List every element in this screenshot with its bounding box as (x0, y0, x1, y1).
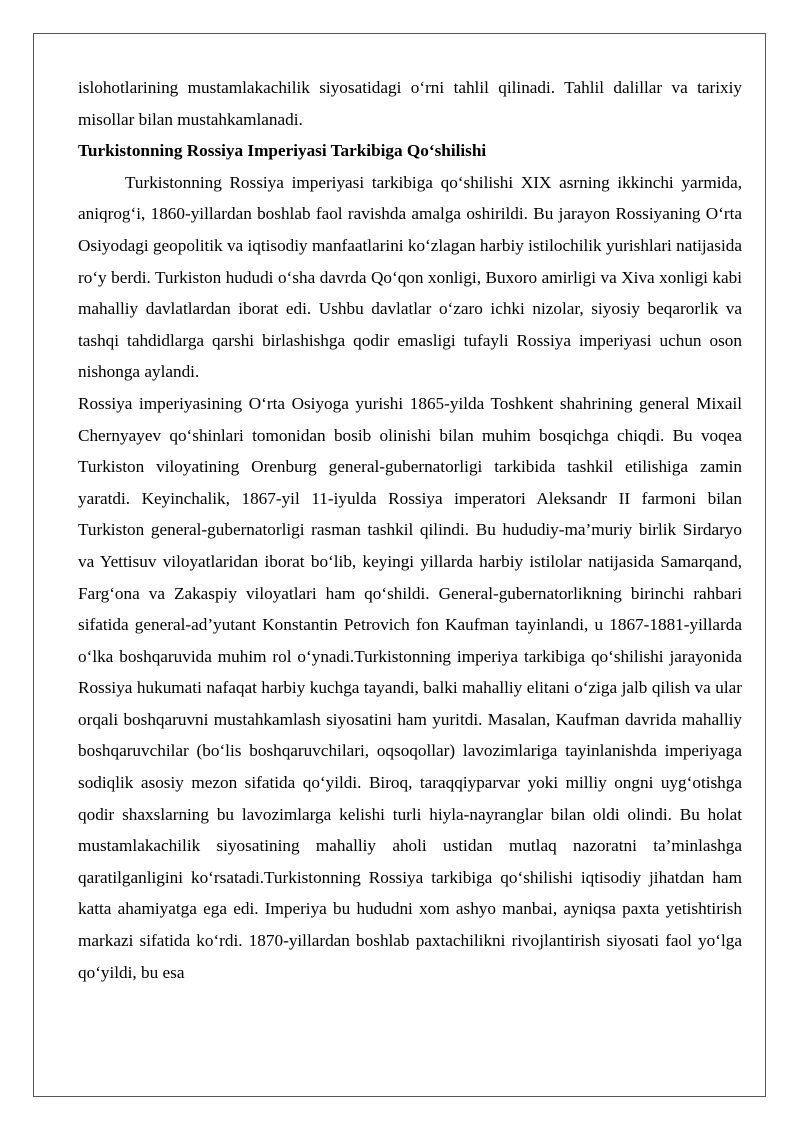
document-body (78, 72, 742, 988)
body-paragraph-2: Rossiya imperiyasining O‘rta Osiyoga yurishi 1865-yilda Toshkent shahrining general Mixail Chernyayev qo‘shinlari tomonidan bosib olinishi bilan muhim bosqichga chiqdi. Bu voqea Turkiston viloyatining Orenburg general-gubernatorligi tarkibida tashkil etilishiga zamin yaratdi. Keyinchalik, 1867-yil 11-iyulda Rossiya imperatori Aleksandr II farmoni bilan Turkiston general-gubernatorligi rasman tashkil qilindi. Bu hududiy-ma’muriy birlik Sirdaryo va Yettisuv viloyatlaridan iborat bo‘lib, keyingi yillarda harbiy istilolar natijasida Samarqand, Farg‘ona va Zakaspiy viloyatlari ham qo‘shildi. General-gubernatorlikning birinchi rahbari sifatida general-ad’yutant Konstantin Petrovich fon Kaufman tayinlandi, u 1867-1881-yillarda o‘lka boshqaruvida muhim rol o‘ynadi.Turkistonning imperiya tarkibiga qo‘shilishi jarayonida Rossiya hukumati nafaqat harbiy kuchga tayandi, balki mahalliy elitani o‘ziga jalb qilish va ular orqali boshqaruvni mustahkamlash siyosatini ham yuritdi. Masalan, Kaufman davrida mahalliy boshqaruvchilar (bo‘lis boshqaruvchilari, oqsoqollar) lavozimlariga tayinlanishda imperiyaga sodiqlik asosiy mezon sifatida qo‘yildi. Biroq, taraqqiyparvar yoki milliy ongni uyg‘otishga qodir shaxslarning bu lavozimlarga kelishi turli hiyla-nayranglar bilan oldi olindi. Bu holat mustamlakachilik siyosatining mahalliy aholi ustidan mutlaq nazoratni ta’minlashga qaratilganligini ko‘rsatadi.Turkistonning Rossiya tarkibiga qo‘shilishi iqtisodiy jihatdan ham katta ahamiyatga ega edi. Imperiya bu hududni xom ashyo manbai, ayniqsa paxta yetishtirish markazi sifatida ko‘rdi. 1870-yillardan boshlab paxtachilikni rivojlantirish siyosati faol yo‘lga qo‘yildi, bu esa (78, 393, 742, 982)
section-heading: Turkistonning Rossiya Imperiyasi Tarkibiga Qo‘shilishi (78, 141, 487, 161)
body-paragraph-1: Turkistonning Rossiya imperiyasi tarkibiga qo‘shilishi XIX asrning ikkinchi yarmida, aniqrog‘i, 1860-yillardan boshlab faol ravishda amalga oshirildi. Bu jarayon Rossiyaning O‘rta Osiyodagi geopolitik va iqtisodiy manfaatlarini ko‘zlagan harbiy istilochilik yurishlari natijasida ro‘y berdi. Turkiston hududi o‘sha davrda Qo‘qon xonligi, Buxoro amirligi va Xiva xonligi kabi mahalliy davlatlardan iborat edi. Ushbu davlatlar o‘zaro ichki nizolar, siyosiy beqarorlik va tashqi tahdidlarga qarshi birlashishga qodir emasligi tufayli Rossiya imperiyasi uchun oson nishonga aylandi. (78, 172, 742, 382)
intro-paragraph: islohotlarining mustamlakachilik siyosatidagi o‘rni tahlil qilinadi. Tahlil dalillar va tarixiy misollar bilan mustahkamlanadi. (78, 78, 742, 129)
